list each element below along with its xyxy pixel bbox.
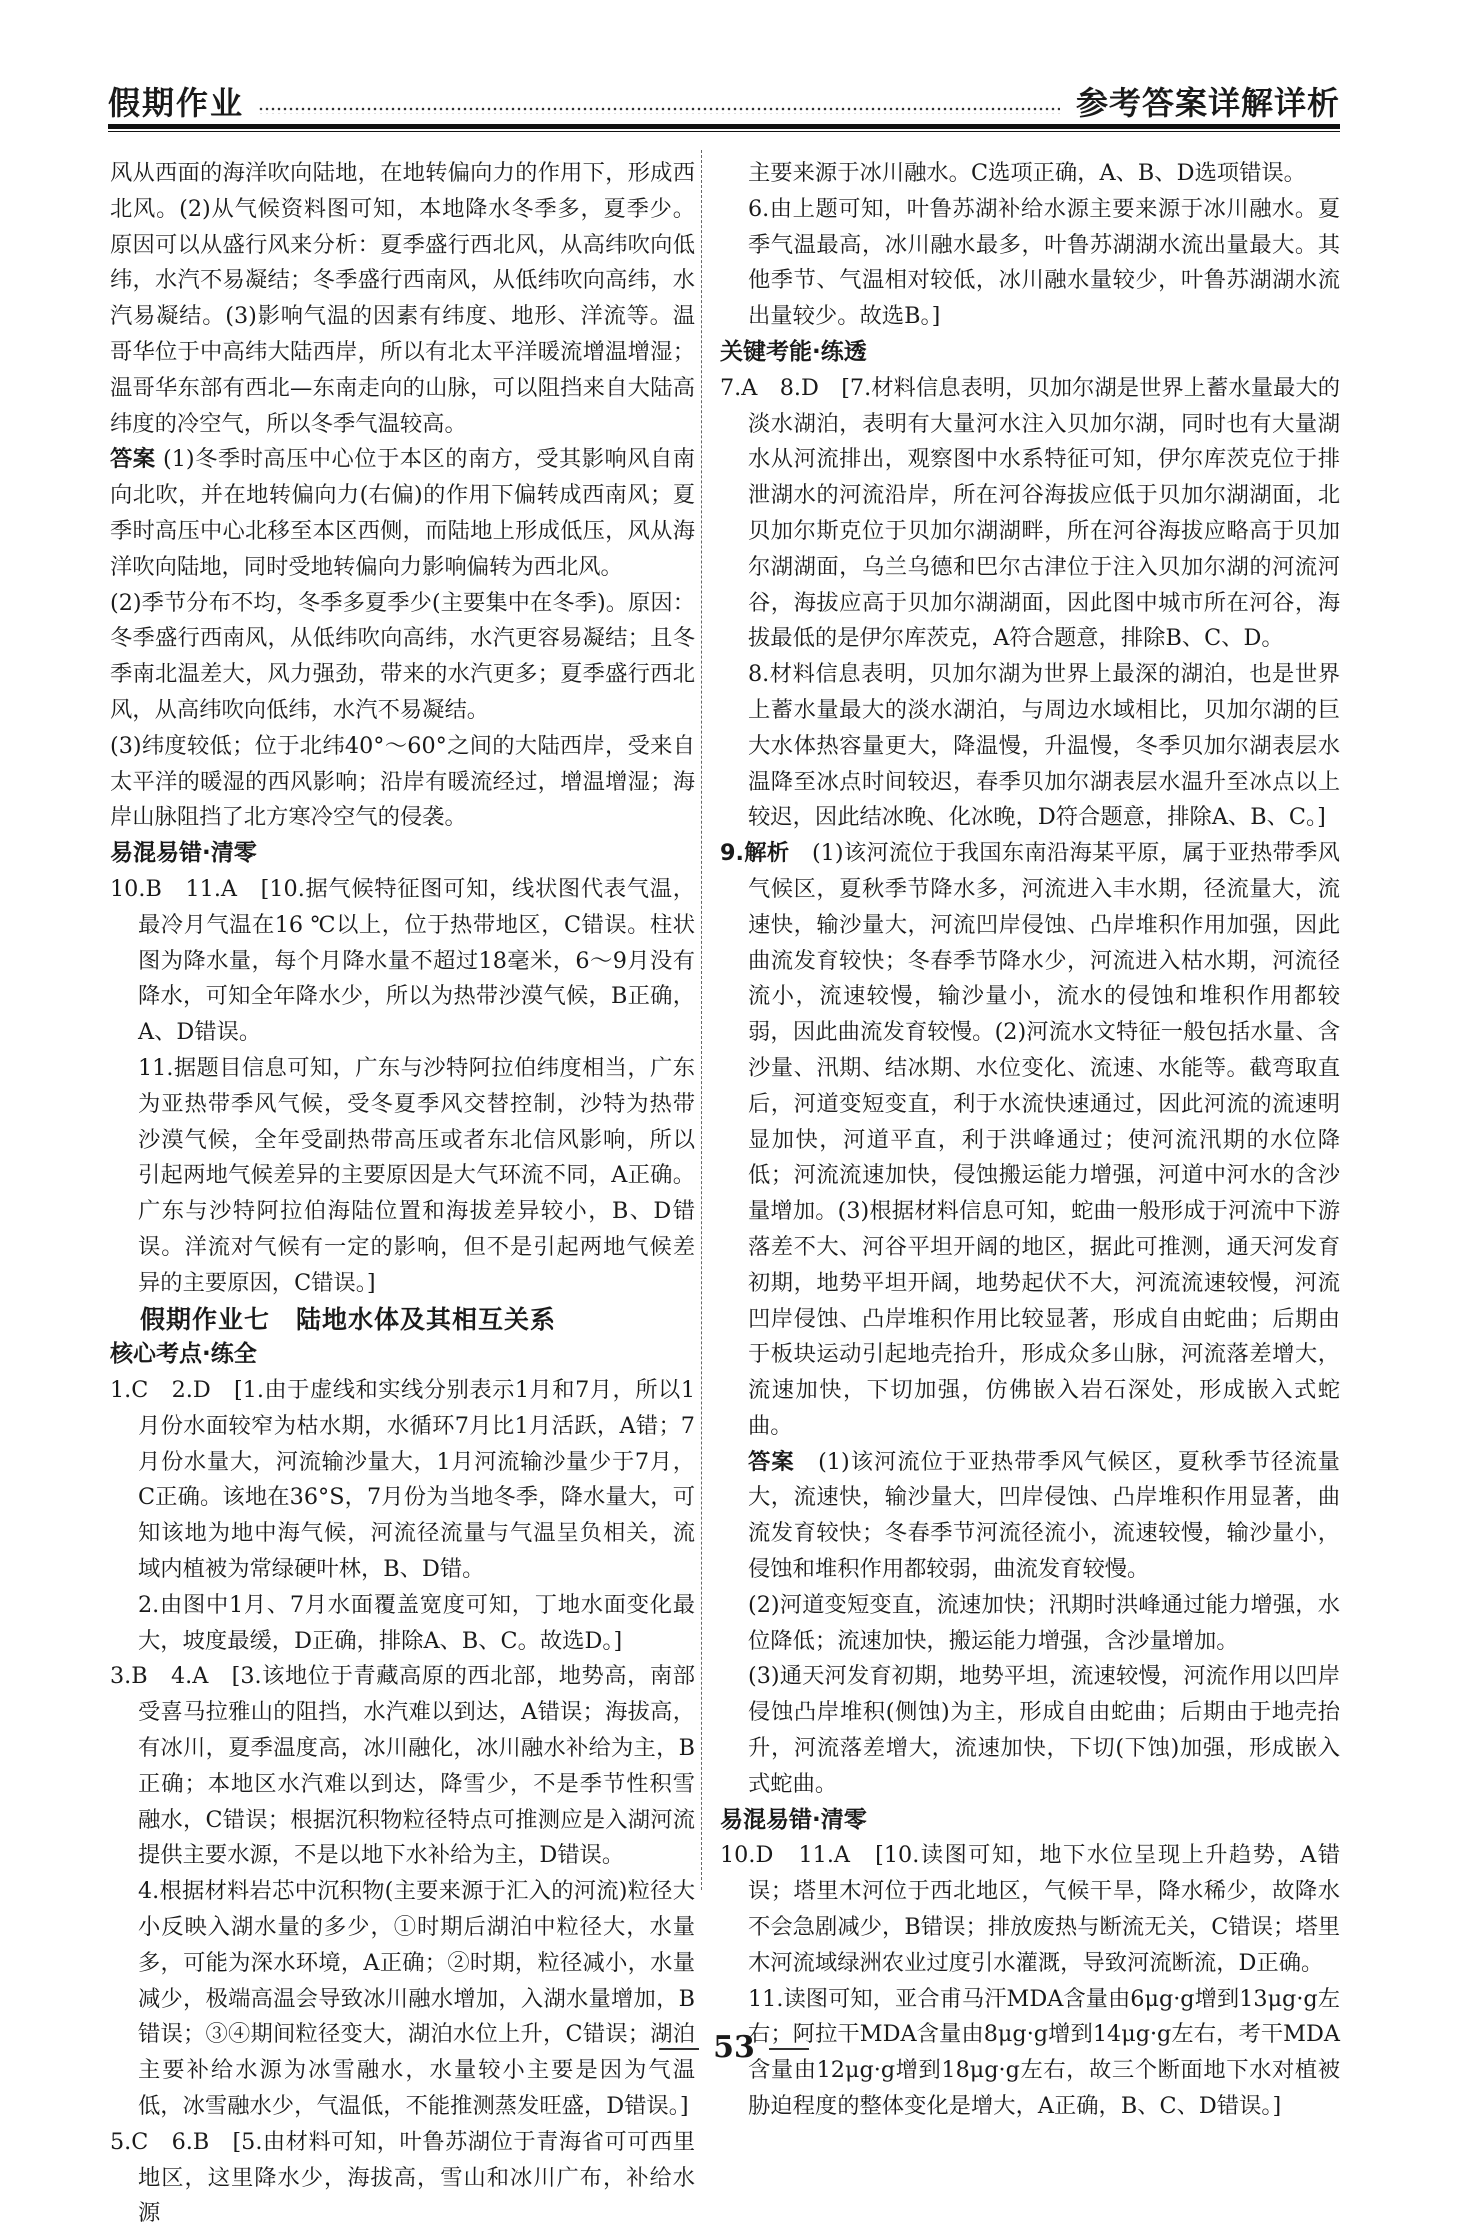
page-number	[0, 2030, 1468, 2065]
question-5-continuation: 主要来源于冰川融水。C选项正确，A、B、D选项错误。	[748, 160, 1306, 186]
column-divider	[701, 150, 702, 1890]
question-7-8: 7.A 8.D [7.材料信息表明，贝加尔湖是世界上蓄水量最大的淡水湖泊，表明有大量河水注入贝加尔湖，同时也有大量湖水从河流排出，观察图中水系特征可知，伊尔库茨克位于排泄湖水的河流沿岸，所在河谷海拔应低于贝加尔湖湖面，北贝加尔斯克位于贝加尔湖湖畔，所在河谷海拔应略高于贝加尔湖湖面，乌兰乌德和巴尔古津位于注入贝加尔湖的河流河谷，海拔应高于贝加尔湖湖面，因此图中城市所在河谷，海拔最低的是伊尔库茨克，A符合题意，排除B、C、D。	[720, 374, 1340, 652]
question-8-explanation: 8.材料信息表明，贝加尔湖为世界上最深的湖泊，也是世界上蓄水量最大的淡水湖泊，与周边水域相比，贝加尔湖的巨大水体热容量更大，降温慢，升温慢，冬季贝加尔湖表层水温降至冰点时间较迟，春季贝加尔湖表层水温升至冰点以上较迟，因此结冰晚、化冰晚，D符合题意，排除A、B、C。]	[748, 661, 1340, 831]
answer-part-3: (3)纬度较低；位于北纬40°～60°之间的大陆西岸，受来自太平洋的暖湿的西风影响；沿岸有暖流经过，增温增湿；海岸山脉阻挡了北方寒冷空气的侵袭。	[110, 732, 695, 831]
header-right-title: 参考答案详解详析	[1075, 84, 1340, 122]
answer-text: (1)冬季时高压中心位于本区的南方，受其影响风自南向北吹，并在地转偏向力(右偏)的作用下偏转成西南风；夏季时高压中心北移至本区西侧，而陆地上形成低压，风从海洋吹向陆地，同时受地转偏向力影响偏转为西北风。	[110, 446, 695, 580]
answer-part-2: (2)季节分布不均，冬季多夏季少(主要集中在冬季)。原因：冬季盛行西南风，从低纬吹向高纬，水汽更容易凝结；且冬季南北温差大，风力强劲，带来的水汽更多；夏季盛行西北风，从高纬吹向低纬，水汽不易凝结。	[110, 589, 695, 723]
section-heading-easy-mistakes-2: 易混易错·清零	[720, 1806, 867, 1833]
left-column	[110, 156, 695, 2232]
header-rule	[108, 124, 1340, 129]
question-3-4: 3.B 4.A [3.该地位于青藏高原的西北部，地势高，南部受喜马拉雅山的阻挡，水汽难以到达，A错误；海拔高，有冰川，夏季温度高，冰川融化，冰川融水补给为主，B正确；本地区水汽难以到达，降雪少，不是季节性积雪融水，C错误；根据沉积物粒径特点可推测应是入湖河流提供主要水源，不是以地下水补给为主，D错误。	[110, 1663, 695, 1869]
question-10-11: 10.B 11.A [10.据气候特征图可知，线状图代表气温，最冷月气温在16 ℃以上，位于热带地区，C错误。柱状图为降水量，每个月降水量不超过18毫米，6～9月没有降水，可知全年降水少，所以为热带沙漠气候，B正确，A、D错误。	[110, 875, 695, 1046]
section-heading-key: 关键考能·练透	[720, 338, 867, 365]
question-6-explanation: 6.由上题可知，叶鲁苏湖补给水源主要来源于冰川融水。夏季气温最高，冰川融水最多，叶鲁苏湖湖水流出量最大。其他季节、气温相对较低，冰川融水量较少，叶鲁苏湖湖水流出量较少。故选B。]	[748, 195, 1340, 330]
answer-label-9: 答案	[748, 1448, 795, 1475]
page-number-dash-left	[659, 2048, 699, 2050]
page-header	[108, 78, 1340, 134]
page-number-value: 53	[713, 2030, 755, 2065]
question-9-text: (1)该河流位于我国东南沿海某平原，属于亚热带季风气候区，夏秋季节降水多，河流进入丰水期，径流量大，流速快，输沙量大，河流凹岸侵蚀、凸岸堆积作用加强，因此曲流发育较快；冬春季节降水少，河流进入枯水期，河流径流小，流速较慢，输沙量小，流水的侵蚀和堆积作用都较弱，因此曲流发育较慢。(2)河流水文特征一般包括水量、含沙量、汛期、结冰期、水位变化、流速、水能等。截弯取直后，河道变短变直，利于水流快速通过，因此河流的流速明显加快，河道平直，利于洪峰通过；使河流汛期的水位降低；河流流速加快，侵蚀搬运能力增强，河道中河水的含沙量增加。(3)根据材料信息可知，蛇曲一般形成于河流中下游落差不大、河谷平坦开阔的地区，据此可推测，通天河发育初期，地势平坦开阔，地势起伏不大，河流流速较慢，河流凹岸侵蚀、凸岸堆积作用比较显著，形成自由蛇曲；后期由于板块运动引起地壳抬升，形成众多山脉，河流落差增大，流速加快，下切加强，仿佛嵌入岩石深处，形成嵌入式蛇曲。	[748, 840, 1340, 1439]
section-heading-easy-mistakes: 易混易错·清零	[110, 840, 257, 867]
answer-9-part-3: (3)通天河发育初期，地势平坦，流速较慢，河流作用以凹岸侵蚀凸岸堆积(侧蚀)为主，形成自由蛇曲；后期由于地壳抬升，河流落差增大，流速加快，下切(下蚀)加强，形成嵌入式蛇曲。	[748, 1663, 1340, 1797]
header-dot-leader	[258, 106, 1060, 114]
question-5-6: 5.C 6.B [5.由材料可知，叶鲁苏湖位于青海省可可西里地区，这里降水少，海拔高，雪山和冰川广布，补给水源	[110, 2128, 695, 2227]
page-number-dash-right	[769, 2048, 809, 2050]
answer-block-9	[720, 1445, 1340, 1588]
section-heading-core: 核心考点·练全	[110, 1341, 257, 1368]
question-2-explanation: 2.由图中1月、7月水面覆盖宽度可知，丁地水面变化最大，坡度最缓，D正确，排除A、B、C。故选D。]	[138, 1591, 695, 1654]
chapter-title: 假期作业七 陆地水体及其相互关系	[140, 1304, 557, 1334]
answer-9-part-1: (1)该河流位于亚热带季风气候区，夏秋季节径流量大，流速快，输沙量大，凹岸侵蚀、凸岸堆积作用显著，曲流发育较快；冬春季节河流径流小，流速较慢，输沙量小，侵蚀和堆积作用都较弱，曲流发育较慢。	[748, 1448, 1340, 1583]
header-rule-thin	[108, 131, 1340, 132]
right-column	[720, 156, 1340, 2125]
question-4-explanation: 4.根据材料岩芯中沉积物(主要来源于汇入的河流)粒径大小反映入湖水量的多少，①时期后湖泊中粒径大，水量多，可能为深水环境，A正确；②时期，粒径减小，水量减少，极端高温会导致冰川融水增加，入湖水量增加，B错误；③④期间粒径变大，湖泊水位上升，C错误；湖泊主要补给水源为冰雪融水，水量较小主要是因为气温低，冰雪融水少，气温低，不能推测蒸发旺盛，D错误。]	[138, 1878, 695, 2120]
question-11-explanation: 11.据题目信息可知，广东与沙特阿拉伯纬度相当，广东为亚热带季风气候，受冬夏季风交替控制，沙特为热带沙漠气候，全年受副热带高压或者东北信风影响，所以引起两地气候差异的主要原因是大气环流不同，A正确。广东与沙特阿拉伯海陆位置和海拔差异较小，B、D错误。洋流对气候有一定的影响，但不是引起两地气候差异的主要原因，C错误。]	[138, 1054, 695, 1296]
question-1-2: 1.C 2.D [1.由于虚线和实线分别表示1月和7月，所以1月份水面较窄为枯水期，水循环7月比1月活跃，A错；7月份水量大，河流输沙量大，1月河流输沙量少于7月，C正确。该地在36°S，7月份为当地冬季，降水量大，可知该地为地中海气候，河流径流量与气温呈负相关，流域内植被为常绿硬叶林，B、D错。	[110, 1377, 695, 1583]
question-10-11-b: 10.D 11.A [10.读图可知，地下水位呈现上升趋势，A错误；塔里木河位于西北地区，气候干旱，降水稀少，故降水不会急剧减少，B错误；排放废热与断流无关，C错误；塔里木河流域绿洲农业过度引水灌溉，导致河流断流，D正确。	[720, 1842, 1340, 1976]
question-11-b-explanation: 11.读图可知，亚合甫马汗MDA含量由6μg·g增到13μg·g左右；阿拉干MDA含量由8μg·g增到14μg·g左右，考干MDA含量由12μg·g增到18μg·g左右，故三个断面地下水对植被胁迫程度的整体变化是增大，A正确，B、C、D错误。]	[748, 1985, 1340, 2120]
paragraph-explanation: 风从西面的海洋吹向陆地，在地转偏向力的作用下，形成西北风。(2)从气候资料图可知，本地降水冬季多，夏季少。原因可以从盛行风来分析：夏季盛行西北风，从高纬吹向低纬，水汽不易凝结；冬季盛行西南风，从低纬吹向高纬，水汽易凝结。(3)影响气温的因素有纬度、地形、洋流等。温哥华位于中高纬大陆西岸，所以有北太平洋暖流增温增湿；温哥华东部有西北—东南走向的山脉，可以阻挡来自大陆高纬度的冷空气，所以冬季气温较高。	[110, 160, 695, 437]
question-9	[720, 836, 1340, 1445]
header-left-title: 假期作业	[108, 84, 245, 122]
answer-9-part-2: (2)河道变短变直，流速加快；汛期时洪峰通过能力增强，水位降低；流速加快，搬运能力增强，含沙量增加。	[748, 1591, 1340, 1654]
answer-label: 答案	[110, 446, 156, 473]
answer-block-1	[110, 442, 695, 585]
question-9-label: 9.解析	[720, 840, 790, 867]
